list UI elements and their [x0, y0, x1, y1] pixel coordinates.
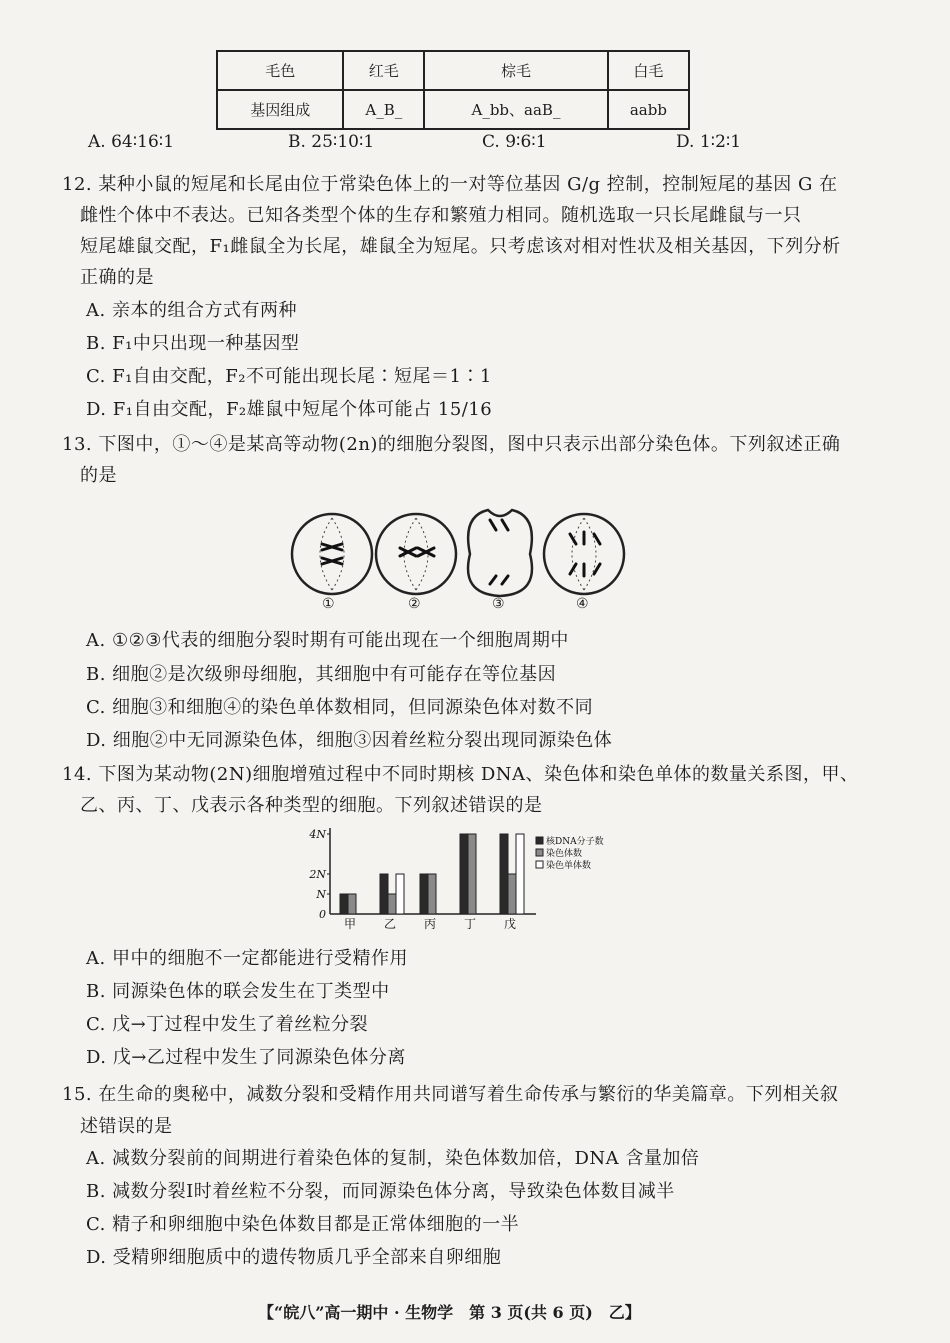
q11-option-a: A. 64∶16∶1 [88, 132, 175, 152]
bar [380, 874, 388, 914]
bar [420, 874, 428, 914]
cell-label: ③ [492, 596, 506, 612]
question-stem: 14. 下图为某动物(2N)细胞增殖过程中不同时期核 DNA、染色体和染色单体的数量关系图，甲、 [62, 764, 859, 785]
dna-chromosome-bar-chart [296, 826, 626, 934]
option-item: A. 甲中的细胞不一定都能进行受精作用 [86, 948, 408, 969]
option-item: D. F₁自由交配，F₂雄鼠中短尾个体可能占 15/16 [86, 399, 493, 420]
legend-label: 染色体数 [546, 849, 583, 859]
x-tick-label: 丙 [423, 917, 437, 931]
option-item: D. 受精卵细胞质中的遗传物质几乎全部来自卵细胞 [86, 1247, 502, 1268]
table-cell: aabb [608, 90, 689, 129]
question-stem: 15. 在生命的奥秘中，减数分裂和受精作用共同谱写着生命传承与繁衍的华美篇章。下列相关叙 [62, 1084, 839, 1105]
x-tick-label: 乙 [383, 917, 397, 931]
legend-swatch [536, 849, 543, 856]
option-item: D. 细胞②中无同源染色体，细胞③因着丝粒分裂出现同源染色体 [86, 730, 613, 751]
question-stem: 的是 [80, 465, 117, 486]
option-item: A. 减数分裂前的间期进行着染色体的复制，染色体数加倍，DNA 含量加倍 [86, 1148, 700, 1169]
cell-label: ④ [576, 596, 590, 612]
option-item: C. 精子和卵细胞中染色体数目都是正常体细胞的一半 [86, 1214, 520, 1235]
question-stem: 短尾雄鼠交配，F₁雌鼠全为长尾，雄鼠全为短尾。只考虑该对相对性状及相关基因，下列分析 [80, 236, 841, 257]
legend-label: 核DNA分子数 [546, 837, 604, 847]
bar [500, 834, 508, 914]
legend-swatch [536, 837, 543, 844]
y-tick-label: 4N [309, 828, 326, 841]
option-item: C. 戊→丁过程中发生了着丝粒分裂 [86, 1014, 369, 1035]
option-item: C. 细胞③和细胞④的染色单体数相同，但同源染色体对数不同 [86, 697, 594, 718]
option-item: A. ①②③代表的细胞分裂时期有可能出现在一个细胞周期中 [86, 630, 569, 651]
bar [468, 834, 476, 914]
y-tick-label: N [316, 888, 326, 901]
q11-option-d: D. 1∶2∶1 [676, 132, 742, 152]
q11-option-c: C. 9∶6∶1 [482, 132, 547, 152]
legend-label: 染色单体数 [546, 861, 592, 871]
x-tick-label: 戊 [503, 917, 517, 931]
bar [508, 874, 516, 914]
table-cell: A_bb、aaB_ [424, 90, 608, 129]
table-cell: A_B_ [343, 90, 424, 129]
table-row [217, 51, 689, 90]
option-item: B. F₁中只出现一种基因型 [86, 333, 300, 354]
table-cell: 基因组成 [217, 90, 343, 129]
question-stem: 述错误的是 [80, 1116, 173, 1137]
bar [388, 894, 396, 914]
bar [428, 874, 436, 914]
question-stem: 雌性个体中不表达。已知各类型个体的生存和繁殖力相同。随机选取一只长尾雌鼠与一只 [80, 205, 802, 226]
coat-color-table [216, 50, 690, 130]
option-item: A. 亲本的组合方式有两种 [86, 300, 297, 321]
cell-label: ① [322, 596, 336, 612]
question-stem: 乙、丙、丁、戊表示各种类型的细胞。下列叙述错误的是 [80, 795, 543, 816]
table-cell: 白毛 [608, 51, 689, 90]
bar [340, 894, 348, 914]
table-cell: 毛色 [217, 51, 343, 90]
option-item: B. 同源染色体的联会发生在丁类型中 [86, 981, 390, 1002]
bar [396, 874, 404, 914]
question-stem: 12. 某种小鼠的短尾和长尾由位于常染色体上的一对等位基因 G/g 控制，控制短尾的基因 G 在 [62, 174, 838, 195]
table-row [217, 90, 689, 129]
x-tick-label: 丁 [463, 917, 477, 931]
q11-option-b: B. 25∶10∶1 [288, 132, 375, 152]
option-item: B. 减数分裂Ⅰ时着丝粒不分裂，而同源染色体分离，导致染色体数目减半 [86, 1181, 675, 1202]
legend-swatch [536, 861, 543, 868]
question-stem: 正确的是 [80, 267, 154, 288]
table-cell: 棕毛 [424, 51, 608, 90]
table-cell: 红毛 [343, 51, 424, 90]
cell-label: ② [408, 596, 422, 612]
question-stem: 13. 下图中，①～④是某高等动物(2n)的细胞分裂图，图中只表示出部分染色体。下列叙述正确 [62, 434, 841, 455]
bar [348, 894, 356, 914]
bar [460, 834, 468, 914]
y-tick-label: 0 [319, 908, 326, 921]
option-item: B. 细胞②是次级卵母细胞，其细胞中有可能存在等位基因 [86, 664, 557, 685]
option-item: C. F₁自由交配，F₂不可能出现长尾∶短尾＝1∶1 [86, 366, 492, 387]
bar [516, 834, 524, 914]
y-tick-label: 2N [309, 868, 326, 881]
option-item: D. 戊→乙过程中发生了同源染色体分离 [86, 1047, 406, 1068]
x-tick-label: 甲 [343, 917, 357, 931]
page-footer: 【“皖八”高一期中 · 生物学 第 3 页(共 6 页) 乙】 [258, 1303, 641, 1322]
